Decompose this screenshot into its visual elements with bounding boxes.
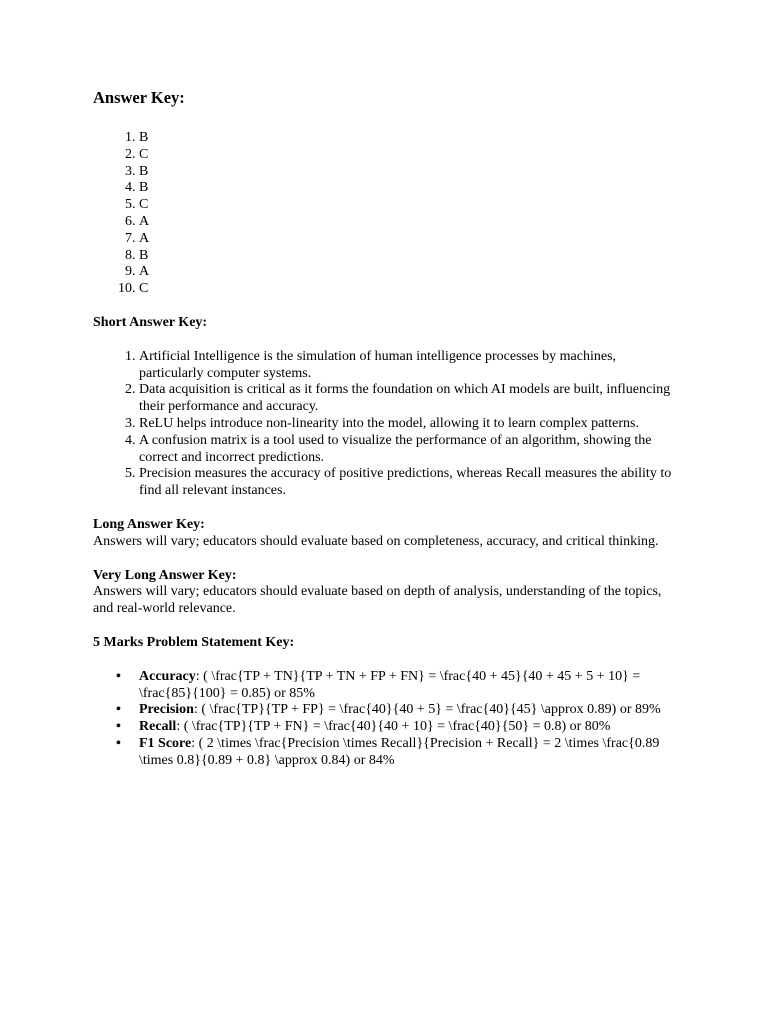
bullet-icon: • [116, 719, 121, 735]
problem-item-label: Recall [139, 719, 177, 735]
answer-item: 10. C [139, 281, 678, 298]
very-long-answer-key-section [93, 568, 678, 618]
short-answer-item: 1. Artificial Intelligence is the simulation of human intelligence processes by machines, particularly computer systems. [139, 349, 678, 383]
short-answer-item: 4. A confusion matrix is a tool used to visualize the performance of an algorithm, showing the correct and incorrect predictions. [139, 433, 678, 467]
bullet-icon: • [116, 735, 121, 751]
problem-item [116, 702, 678, 719]
answer-key-list [93, 130, 678, 298]
problem-item-text: : ( 2 \times \frac{Precision \times Recall}{Precision + Recall} = 2 \times \frac{0.89 \times 0.8}{0.89 + 0.8} \approx 0.84) or 84% [139, 735, 660, 768]
answer-item: 5. C [139, 197, 678, 214]
document-page [93, 88, 678, 770]
answer-item: 2. C [139, 147, 678, 164]
answer-item: 7. A [139, 231, 678, 248]
bullet-icon: • [116, 668, 121, 684]
problem-item [116, 668, 678, 703]
very-long-answer-key-text: Answers will vary; educators should evaluate based on depth of analysis, understanding of the topics, and real-world relevance. [93, 584, 662, 617]
long-answer-key-section [93, 517, 678, 551]
short-answer-key-heading: Short Answer Key: [93, 314, 208, 330]
answer-key-heading: Answer Key: [93, 88, 185, 107]
short-answer-item: 3. ReLU helps introduce non-linearity into the model, allowing it to learn complex patterns. [139, 416, 678, 433]
problem-item-text: : ( \frac{TP}{TP + FP} = \frac{40}{40 + 5} = \frac{40}{45} \approx 0.89) or 89% [193, 702, 661, 718]
answer-item: 9. A [139, 264, 678, 281]
answer-item: 1. B [139, 130, 678, 147]
problem-statement-key-heading: 5 Marks Problem Statement Key: [93, 634, 295, 650]
problem-statement-key-list [93, 669, 678, 770]
answer-item: 6. A [139, 214, 678, 231]
problem-item [116, 719, 678, 736]
answer-item: 4. B [139, 180, 678, 197]
bullet-icon: • [116, 702, 121, 718]
short-answer-item: 5. Precision measures the accuracy of positive predictions, whereas Recall measures the ability to find all relevant instances. [139, 466, 678, 500]
problem-item-text: : ( \frac{TP + TN}{TP + TN + FP + FN} = \frac{40 + 45}{40 + 45 + 5 + 10} = \frac{85}{100} = 0.85) or 85% [139, 668, 641, 701]
problem-item-label: Precision [139, 702, 194, 718]
short-answer-key-list [93, 349, 678, 500]
problem-item-text: : ( \frac{TP}{TP + FN} = \frac{40}{40 + 10} = \frac{40}{50} = 0.8) or 80% [176, 719, 611, 735]
answer-item: 3. B [139, 164, 678, 181]
long-answer-key-heading: Long Answer Key: [93, 516, 205, 532]
long-answer-key-text: Answers will vary; educators should evaluate based on completeness, accuracy, and critical thinking. [93, 533, 659, 549]
answer-item: 8. B [139, 248, 678, 265]
short-answer-item: 2. Data acquisition is critical as it forms the foundation on which AI models are built, influencing their performance and accuracy. [139, 382, 678, 416]
problem-item-label: F1 Score [139, 735, 192, 751]
problem-item-label: Accuracy [139, 668, 196, 684]
problem-item [116, 735, 678, 770]
very-long-answer-key-heading: Very Long Answer Key: [93, 567, 237, 583]
